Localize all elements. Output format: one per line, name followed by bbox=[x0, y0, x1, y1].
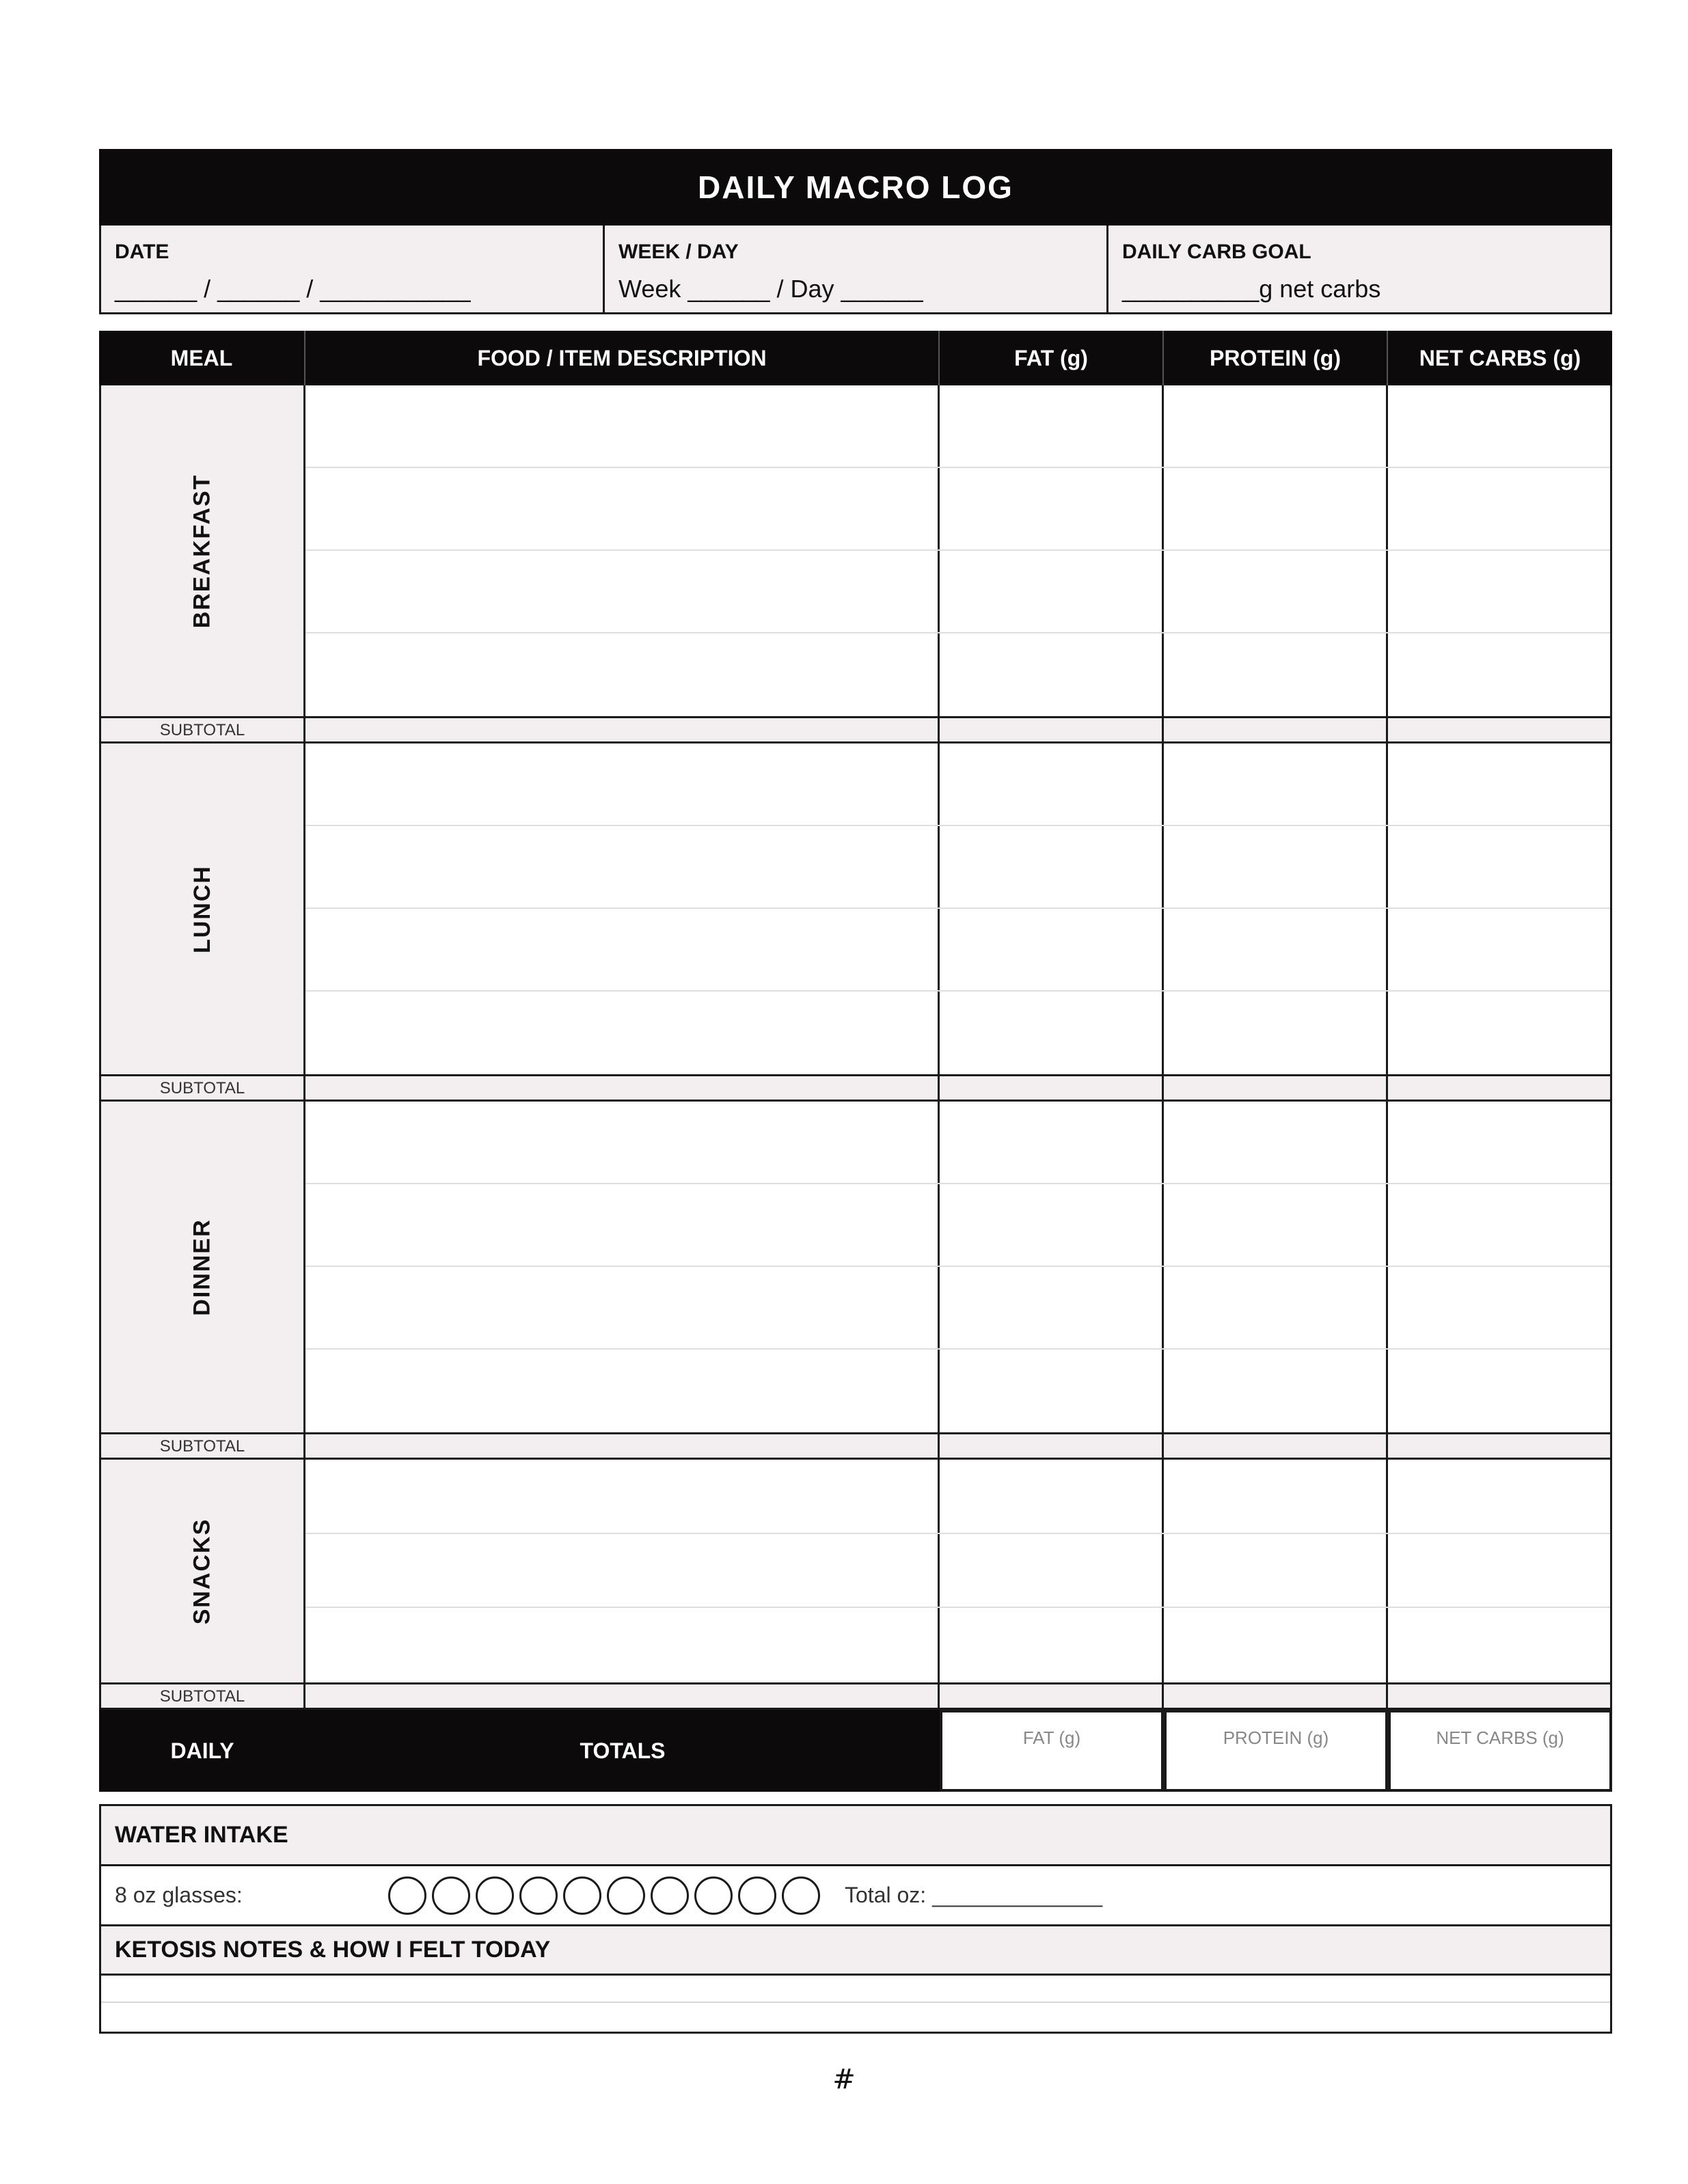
header-net-carbs: NET CARBS (g) bbox=[1419, 345, 1581, 370]
protein-cell[interactable] bbox=[1164, 1102, 1388, 1183]
net-carbs-cell[interactable] bbox=[1388, 1608, 1610, 1682]
glasses-label: 8 oz glasses: bbox=[115, 1883, 243, 1907]
food-description-cell[interactable] bbox=[305, 1608, 940, 1682]
net-carbs-cell[interactable] bbox=[1388, 1184, 1610, 1266]
fat-cell[interactable] bbox=[940, 385, 1164, 467]
net-carbs-cell[interactable] bbox=[1388, 633, 1610, 716]
table-row bbox=[305, 992, 1610, 1074]
net-carbs-cell[interactable] bbox=[1388, 909, 1610, 990]
meal-rows bbox=[305, 385, 1610, 716]
fat-cell[interactable] bbox=[940, 1534, 1164, 1607]
food-description-cell[interactable] bbox=[305, 909, 940, 990]
notes-line[interactable] bbox=[101, 1976, 1610, 2003]
meal-rows bbox=[305, 1460, 1610, 1682]
net-carbs-cell[interactable] bbox=[1388, 743, 1610, 825]
protein-cell[interactable] bbox=[1164, 633, 1388, 716]
protein-cell[interactable] bbox=[1164, 1267, 1388, 1348]
table-row bbox=[305, 909, 1610, 992]
daily-label: DAILY bbox=[170, 1738, 234, 1763]
protein-cell[interactable] bbox=[1164, 1350, 1388, 1432]
meal-label-text: SNACKS bbox=[189, 1518, 215, 1624]
table-row bbox=[305, 385, 1610, 468]
fat-cell[interactable] bbox=[940, 551, 1164, 632]
subtotal-net-carbs-cell[interactable] bbox=[1388, 718, 1610, 741]
glass-circles bbox=[388, 1876, 820, 1915]
page-title: DAILY MACRO LOG bbox=[99, 149, 1612, 226]
total-protein-box[interactable]: PROTEIN (g) bbox=[1164, 1710, 1388, 1792]
header-description: FOOD / ITEM DESCRIPTION bbox=[305, 331, 940, 385]
food-description-cell[interactable] bbox=[305, 551, 940, 632]
protein-cell[interactable] bbox=[1164, 743, 1388, 825]
meal-label bbox=[101, 1460, 305, 1682]
fat-cell[interactable] bbox=[940, 992, 1164, 1074]
water-glass-circle[interactable] bbox=[432, 1876, 470, 1915]
protein-cell[interactable] bbox=[1164, 992, 1388, 1074]
water-glasses-row bbox=[101, 1866, 1610, 1926]
food-description-cell[interactable] bbox=[305, 826, 940, 907]
carb-goal-cell bbox=[1108, 226, 1610, 312]
fat-cell[interactable] bbox=[940, 1350, 1164, 1432]
daily-totals-row bbox=[99, 1710, 1612, 1792]
subtotal-fat-cell[interactable] bbox=[940, 718, 1164, 741]
table-row bbox=[305, 743, 1610, 826]
subtotal-protein-cell[interactable] bbox=[1164, 1684, 1388, 1708]
water-glass-circle[interactable] bbox=[651, 1876, 689, 1915]
food-description-cell[interactable] bbox=[305, 1184, 940, 1266]
food-description-cell[interactable] bbox=[305, 992, 940, 1074]
fat-cell[interactable] bbox=[940, 1267, 1164, 1348]
food-description-cell[interactable] bbox=[305, 1102, 940, 1183]
table-row bbox=[305, 826, 1610, 909]
fat-cell[interactable] bbox=[940, 1460, 1164, 1533]
fat-cell[interactable] bbox=[940, 909, 1164, 990]
table-row bbox=[305, 1267, 1610, 1350]
table-row bbox=[305, 1102, 1610, 1184]
total-net-carbs-box[interactable]: NET CARBS (g) bbox=[1388, 1710, 1612, 1792]
water-glass-circle[interactable] bbox=[476, 1876, 514, 1915]
subtotal-net-carbs-cell[interactable] bbox=[1388, 1434, 1610, 1458]
carb-goal-label: DAILY CARB GOAL bbox=[1122, 241, 1311, 263]
subtotal-row bbox=[99, 1432, 1612, 1460]
net-carbs-cell[interactable] bbox=[1388, 551, 1610, 632]
page-number: # bbox=[832, 2064, 856, 2095]
carb-goal-field[interactable]: __________g net carbs bbox=[1122, 275, 1381, 303]
table-row bbox=[305, 1184, 1610, 1267]
protein-cell[interactable] bbox=[1164, 1608, 1388, 1682]
meal-label-text: BREAKFAST bbox=[189, 474, 215, 628]
water-glass-circle[interactable] bbox=[563, 1876, 601, 1915]
net-carbs-cell[interactable] bbox=[1388, 1350, 1610, 1432]
subtotal-label: SUBTOTAL bbox=[101, 1684, 305, 1708]
date-label: DATE bbox=[115, 241, 169, 263]
week-day-field[interactable]: Week ______ / Day ______ bbox=[618, 275, 923, 303]
table-row bbox=[305, 1350, 1610, 1432]
header-info-row bbox=[99, 226, 1612, 314]
table-row bbox=[305, 551, 1610, 633]
water-glass-circle[interactable] bbox=[607, 1876, 645, 1915]
water-glass-circle[interactable] bbox=[694, 1876, 733, 1915]
meal-label bbox=[101, 743, 305, 1074]
daily-totals-label bbox=[99, 1710, 940, 1792]
protein-cell[interactable] bbox=[1164, 468, 1388, 549]
net-carbs-cell[interactable] bbox=[1388, 1534, 1610, 1607]
food-description-cell[interactable] bbox=[305, 1267, 940, 1348]
subtotal-fat-cell[interactable] bbox=[940, 1434, 1164, 1458]
fat-cell[interactable] bbox=[940, 633, 1164, 716]
subtotal-row bbox=[99, 1074, 1612, 1102]
notes-heading: KETOSIS NOTES & HOW I FELT TODAY bbox=[101, 1926, 1610, 1976]
date-cell bbox=[101, 226, 605, 312]
fat-cell[interactable] bbox=[940, 468, 1164, 549]
net-carbs-cell[interactable] bbox=[1388, 1460, 1610, 1533]
subtotal-description-cell[interactable] bbox=[305, 1076, 940, 1100]
meal-label bbox=[101, 385, 305, 716]
fat-cell[interactable] bbox=[940, 1608, 1164, 1682]
net-carbs-cell[interactable] bbox=[1388, 1102, 1610, 1183]
total-oz-field[interactable]: Total oz: ______________ bbox=[845, 1883, 1103, 1907]
net-carbs-cell[interactable] bbox=[1388, 1267, 1610, 1348]
meal-label bbox=[101, 1102, 305, 1432]
meal-section-breakfast bbox=[99, 385, 1612, 716]
protein-cell[interactable] bbox=[1164, 1534, 1388, 1607]
water-intake-heading: WATER INTAKE bbox=[101, 1806, 1610, 1866]
table-header bbox=[99, 331, 1612, 385]
table-row bbox=[305, 1608, 1610, 1682]
water-glass-circle[interactable] bbox=[388, 1876, 426, 1915]
totals-label: TOTALS bbox=[580, 1738, 666, 1763]
net-carbs-cell[interactable] bbox=[1388, 826, 1610, 907]
net-carbs-cell[interactable] bbox=[1388, 385, 1610, 467]
water-glass-circle[interactable] bbox=[519, 1876, 558, 1915]
notes-line[interactable] bbox=[101, 2003, 1610, 2030]
total-fat-box[interactable]: FAT (g) bbox=[940, 1710, 1164, 1792]
subtotal-net-carbs-cell[interactable] bbox=[1388, 1684, 1610, 1708]
food-description-cell[interactable] bbox=[305, 743, 940, 825]
net-carbs-cell[interactable] bbox=[1388, 992, 1610, 1074]
protein-cell[interactable] bbox=[1164, 826, 1388, 907]
subtotal-label: SUBTOTAL bbox=[101, 718, 305, 741]
week-day-cell bbox=[605, 226, 1108, 312]
table-row bbox=[305, 633, 1610, 716]
net-carbs-cell[interactable] bbox=[1388, 468, 1610, 549]
subtotal-label: SUBTOTAL bbox=[101, 1076, 305, 1100]
subtotal-description-cell[interactable] bbox=[305, 1434, 940, 1458]
protein-cell[interactable] bbox=[1164, 909, 1388, 990]
subtotal-description-cell[interactable] bbox=[305, 718, 940, 741]
meal-section-snacks bbox=[99, 1460, 1612, 1682]
food-description-cell[interactable] bbox=[305, 633, 940, 716]
protein-cell[interactable] bbox=[1164, 1460, 1388, 1533]
food-description-cell[interactable] bbox=[305, 468, 940, 549]
food-description-cell[interactable] bbox=[305, 1534, 940, 1607]
subtotal-description-cell[interactable] bbox=[305, 1684, 940, 1708]
meal-rows bbox=[305, 1102, 1610, 1432]
meal-section-dinner bbox=[99, 1102, 1612, 1432]
meal-rows bbox=[305, 743, 1610, 1074]
food-description-cell[interactable] bbox=[305, 1350, 940, 1432]
fat-cell[interactable] bbox=[940, 826, 1164, 907]
protein-cell[interactable] bbox=[1164, 385, 1388, 467]
subtotal-label: SUBTOTAL bbox=[101, 1434, 305, 1458]
protein-cell[interactable] bbox=[1164, 1184, 1388, 1266]
table-row bbox=[305, 1460, 1610, 1534]
subtotal-protein-cell[interactable] bbox=[1164, 1434, 1388, 1458]
water-glass-circle[interactable] bbox=[782, 1876, 820, 1915]
subtotal-row bbox=[99, 716, 1612, 743]
header-protein: PROTEIN (g) bbox=[1164, 331, 1388, 385]
subtotal-fat-cell[interactable] bbox=[940, 1684, 1164, 1708]
water-glass-circle[interactable] bbox=[738, 1876, 776, 1915]
subtotal-net-carbs-cell[interactable] bbox=[1388, 1076, 1610, 1100]
food-description-cell[interactable] bbox=[305, 385, 940, 467]
week-day-label: WEEK / DAY bbox=[618, 241, 739, 263]
subtotal-protein-cell[interactable] bbox=[1164, 718, 1388, 741]
fat-cell[interactable] bbox=[940, 1184, 1164, 1266]
fat-cell[interactable] bbox=[940, 1102, 1164, 1183]
header-meal: MEAL bbox=[99, 331, 305, 385]
header-fat: FAT (g) bbox=[940, 331, 1164, 385]
meal-label-text: DINNER bbox=[189, 1218, 215, 1316]
protein-cell[interactable] bbox=[1164, 551, 1388, 632]
subtotal-protein-cell[interactable] bbox=[1164, 1076, 1388, 1100]
table-row bbox=[305, 468, 1610, 551]
fat-cell[interactable] bbox=[940, 743, 1164, 825]
meal-label-text: LUNCH bbox=[189, 864, 215, 953]
table-row bbox=[305, 1534, 1610, 1609]
food-description-cell[interactable] bbox=[305, 1460, 940, 1533]
subtotal-row bbox=[99, 1682, 1612, 1710]
subtotal-fat-cell[interactable] bbox=[940, 1076, 1164, 1100]
meal-section-lunch bbox=[99, 743, 1612, 1074]
water-intake-block bbox=[99, 1804, 1612, 2034]
date-field[interactable]: ______ / ______ / ___________ bbox=[115, 275, 471, 303]
